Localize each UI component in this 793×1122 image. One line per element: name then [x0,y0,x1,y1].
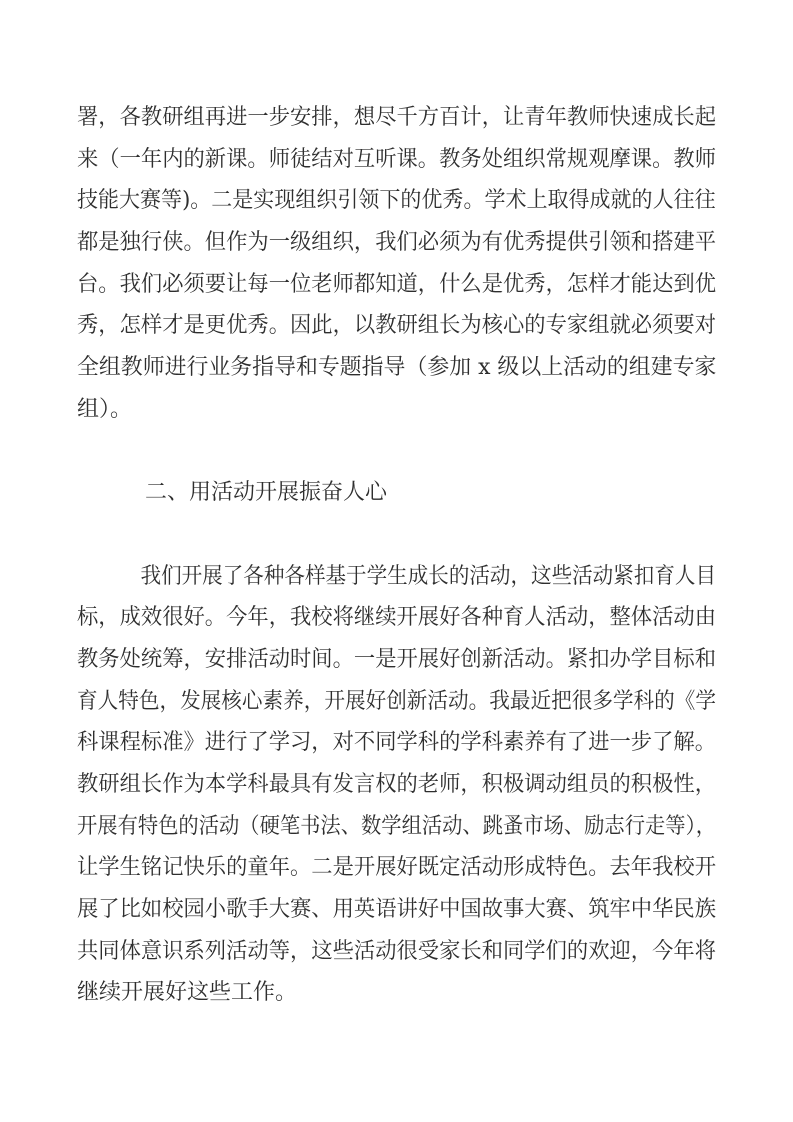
section-heading: 二、用活动开展振奋人心 [145,480,388,506]
text-line: 署，各教研组再进一步安排，想尽千方百计，让青年教师快速成长起 [77,105,717,130]
text-line: 展了比如校园小歌手大赛、用英语讲好中国故事大赛、筑牢中华民族 [77,897,717,923]
blank-line [77,514,716,556]
text-line: 组）。 [77,396,133,422]
text-line: 台。我们必须要让每一位老师都知道，什么是优秀，怎样才能达到优 [77,271,717,297]
text-line: 育人特色，发展核心素养，开展好创新活动。我最近把很多学科的《学 [77,688,717,714]
blank-line [77,431,716,473]
text-line: 标，成效很好。今年，我校将继续开展好各种育人活动，整体活动由 [77,605,717,631]
text-line: 秀，怎样才是更优秀。因此，以教研组长为核心的专家组就必须要对 [77,313,717,339]
document-body [77,97,716,1014]
text-line: 共同体意识系列活动等，这些活动很受家长和同学们的欢迎，今年将 [77,938,717,964]
text-line: 让学生铭记快乐的童年。二是开展好既定活动形成特色。去年我校开 [77,855,717,881]
text-line: 继续开展好这些工作。 [77,980,298,1006]
text-line: 教务处统筹，安排活动时间。一是开展好创新活动。紧扣办学目标和 [77,646,717,672]
text-line: 教研组长作为本学科最具有发言权的老师，积极调动组员的积极性， [77,772,717,797]
text-line: 都是独行侠。但作为一级组织，我们必须为有优秀提供引领和搭建平 [77,230,717,256]
text-line: 全组教师进行业务指导和专题指导（参加 x 级以上活动的组建专家 [77,355,717,381]
text-line: 开展有特色的活动（硬笔书法、数学组活动、跳蚤市场、励志行走等）， [77,813,717,839]
text-line: 科课程标准》进行了学习，对不同学科的学科素养有了进一步了解。 [77,730,717,756]
text-line: 来（一年内的新课。师徒结对互听课。教务处组织常规观摩课。教师 [77,146,717,172]
text-line: 我们开展了各种各样基于学生成长的活动，这些活动紧扣育人目 [140,563,717,589]
text-line: 技能大赛等)。二是实现组织引领下的优秀。学术上取得成就的人往往 [77,188,716,214]
